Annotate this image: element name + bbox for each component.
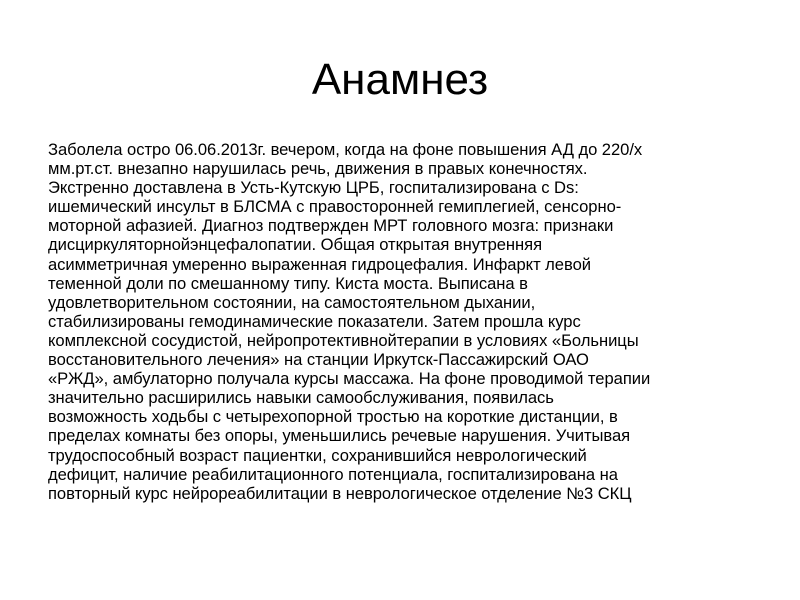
body-line: «РЖД», амбулаторно получала курсы массажа. На фоне проводимой терапии [48, 369, 651, 389]
body-line: теменной доли по смешанному типу. Киста моста. Выписана в [48, 273, 528, 293]
body-line: асимметричная умеренно выраженная гидроцефалия. Инфаркт левой [48, 254, 591, 274]
body-line: комплексной сосудистой, нейропротективнойтерапии в условиях «Больницы [48, 330, 639, 350]
body-line: пределах комнаты без опоры, уменьшились речевые нарушения. Учитывая [48, 426, 631, 446]
body-line: удовлетворительном состоянии, на самостоятельном дыхании, [48, 292, 536, 312]
body-line: восстановительного лечения» на станции Иркутск-Пассажирский ОАО [48, 350, 589, 370]
body-line: ишемический инсульт в БЛСМА с правосторонней гемиплегией, сенсорно- [48, 197, 622, 217]
body-line: Заболела остро 06.06.2013г. вечером, когда на фоне повышения АД до 220/х [48, 140, 643, 159]
body-line: возможность ходьбы с четырехопорной тростью на короткие дистанции, в [48, 407, 618, 427]
body-line: дефицит, наличие реабилитационного потенциала, госпитализирована на [48, 464, 618, 484]
slide-title: Анамнез [311, 55, 489, 104]
body-line: Экстренно доставлена в Усть-Кутскую ЦРБ, госпитализирована с Ds: [48, 178, 579, 198]
body-line: дисциркуляторнойэнцефалопатии. Общая открытая внутренняя [48, 235, 543, 255]
body-line: трудоспособный возраст пациентки, сохранившийся неврологический [48, 445, 587, 465]
body-line: стабилизированы гемодинамические показатели. Затем прошла курс [48, 311, 581, 331]
body-line: мм.рт.ст. внезапно нарушилась речь, движения в правых конечностях. [48, 159, 588, 179]
slide-body-text [48, 140, 768, 503]
body-line: моторной афазией. Диагноз подтвержден МРТ головного мозга: признаки [48, 216, 614, 236]
body-line: повторный курс нейрореабилитации в неврологическое отделение №3 СКЦ [48, 483, 632, 503]
body-line: значительно расширились навыки самообслуживания, появилась [48, 388, 554, 408]
